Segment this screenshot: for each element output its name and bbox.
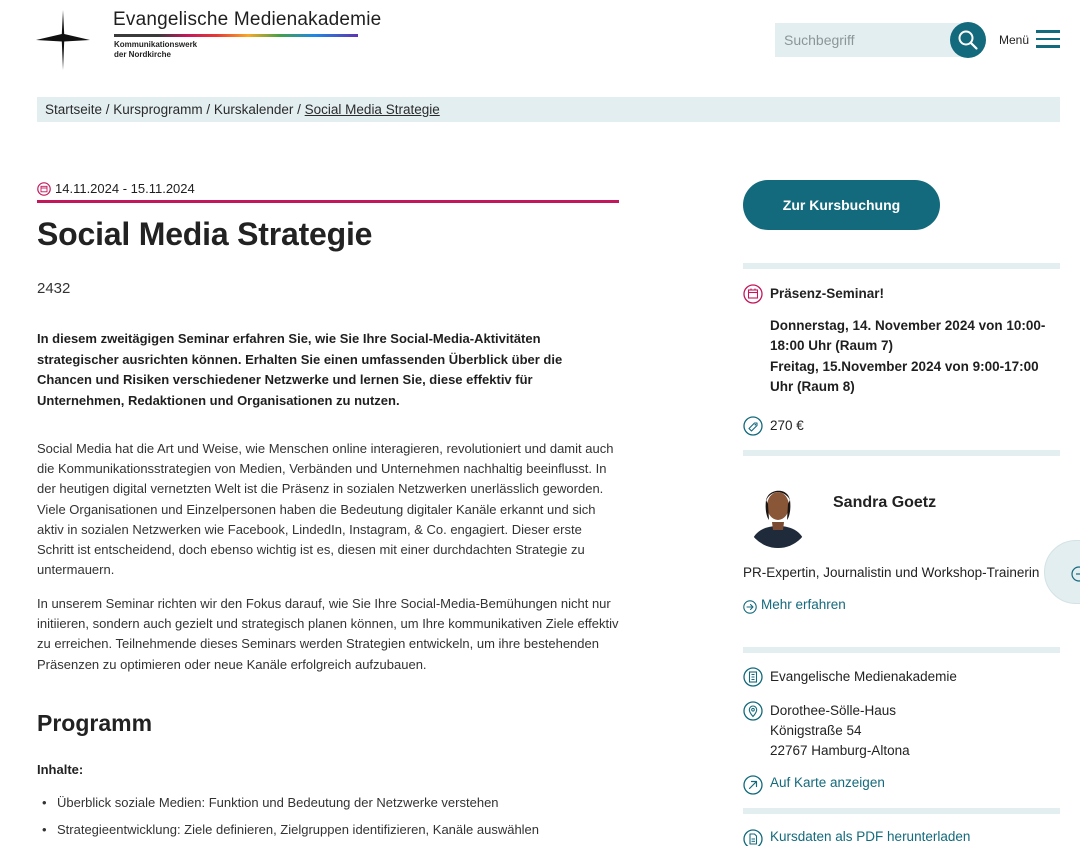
course-paragraph-1: Social Media hat die Art und Weise, wie Menschen online interagieren, revolutioniert und damit auch die Kommunikationsstrategien von Medien, Verbänden und Unternehmen nachhaltig beeinflusst. In der heutigen digital vernetzten Welt ist die Präsenz in sozialen Netzwerken unerlässlich geworden. Viele Organisationen und Einzelpersonen haben die Bedeutung digitaler Kanäle erkannt und sich aktiv in sozialen Netzwerken wie Facebook, LindedIn, Instagram, & Co. engagiert. Dieser erste Schritt ist entscheidend, doch ebenso wichtig ist es, diesen mit einer durchdachten Strategie zu untermauern.: [37, 441, 614, 578]
more-info-link[interactable]: Mehr erfahren: [761, 597, 846, 612]
course-format: Präsenz-Seminar!: [770, 286, 885, 301]
course-date-text: 14.11.2024 - 15.11.2024: [55, 181, 195, 196]
pdf-download-link[interactable]: Kursdaten als PDF herunterladen: [770, 829, 971, 844]
breadcrumb-separator: /: [293, 102, 305, 117]
location-pin-icon: [743, 701, 763, 721]
breadcrumb: [37, 97, 1060, 122]
course-schedule: [770, 316, 1055, 397]
program-heading: Programm: [37, 710, 153, 736]
sidebar-divider: [743, 647, 1060, 653]
breadcrumb-separator: /: [102, 102, 114, 117]
venue-street: Königstraße 54: [770, 723, 862, 738]
logo-subtitle-line2: der Nordkirche: [114, 50, 171, 59]
contents-list: [42, 793, 539, 846]
pdf-link-row[interactable]: [743, 829, 970, 846]
breadcrumb-current[interactable]: Social Media Strategie: [304, 102, 440, 117]
calendar-icon: [743, 284, 763, 304]
floating-side-widget[interactable]: [1044, 540, 1080, 604]
search-icon: [957, 29, 979, 51]
arrow-right-circle-icon: [1071, 566, 1080, 582]
address-row: [743, 701, 910, 761]
arrow-up-right-icon: [743, 775, 763, 795]
format-row: [743, 284, 884, 304]
venue-address: [770, 701, 910, 761]
course-date: [37, 181, 195, 196]
trainer-name: Sandra Goetz: [833, 494, 937, 511]
show-map-link[interactable]: Auf Karte anzeigen: [770, 775, 885, 790]
calendar-icon: [37, 182, 51, 196]
venue-city: 22767 Hamburg-Altona: [770, 743, 910, 758]
venue-row: [743, 667, 957, 687]
venue-name: Evangelische Medienakademie: [770, 669, 957, 684]
search-box: [775, 23, 975, 57]
breadcrumb-separator: /: [202, 102, 214, 117]
trainer-avatar: [746, 476, 810, 548]
list-item: • Überblick soziale Medien: Funktion und Bedeutung der Netzwerke verstehen: [42, 793, 539, 820]
title-divider: [37, 200, 619, 203]
schedule-day-2: Freitag, 15.November 2024 von 9:00-17:00 Uhr (Raum 8): [770, 358, 1039, 394]
sidebar-divider: [743, 263, 1060, 269]
search-button[interactable]: [950, 22, 986, 58]
price-row: [743, 416, 804, 436]
document-download-icon: [743, 829, 763, 846]
breadcrumb-kursprogramm[interactable]: Kursprogramm: [113, 102, 203, 117]
sidebar-divider: [743, 808, 1060, 814]
hamburger-icon[interactable]: [1036, 30, 1060, 48]
logo-subtitle: [114, 40, 197, 60]
sidebar-divider: [743, 450, 1060, 456]
more-link-row[interactable]: [743, 597, 846, 614]
search-input[interactable]: [775, 23, 950, 57]
list-item: • Strategieentwicklung: Ziele definieren, Zielgruppen identifizieren, Kanäle auswählen: [42, 820, 539, 846]
logo-color-line: [114, 34, 358, 37]
venue-building: Dorothee-Sölle-Haus: [770, 703, 897, 718]
price-tag-icon: [743, 416, 763, 436]
trainer-role: PR-Expertin, Journalistin und Workshop-Trainerin: [743, 565, 1040, 580]
cross-logo-icon[interactable]: [36, 10, 90, 70]
schedule-day-1: Donnerstag, 14. November 2024 von 10:00-18:00 Uhr (Raum 7): [770, 318, 1046, 354]
logo-title[interactable]: Evangelische Medienakademie: [113, 9, 382, 30]
course-price: 270 €: [770, 418, 804, 433]
breadcrumb-kurskalender[interactable]: Kurskalender: [213, 102, 294, 117]
arrow-right-circle-icon: [743, 600, 757, 614]
building-icon: [743, 667, 763, 687]
contents-label: Inhalte:: [37, 762, 84, 777]
map-link-row[interactable]: [743, 775, 885, 795]
logo-subtitle-line1: Kommunikationswerk: [114, 40, 198, 49]
course-number: 2432: [37, 280, 71, 297]
site-header: [0, 0, 1080, 90]
course-paragraph-2: In unserem Seminar richten wir den Fokus darauf, wie Sie Ihre Social-Media-Bemühungen nicht nur initiieren, sondern auch gezielt und strategisch planen können, um Ihre kommunikativen Ziele effektiv zu erreichen. Teilnehmende dieses Seminars werden Strategien entwickeln, um ihre bestehenden Präsenzen zu optimieren oder neue Kanäle erfolgreich aufzubauen.: [37, 596, 619, 672]
menu-label[interactable]: Menü: [999, 33, 1030, 47]
breadcrumb-home[interactable]: Startseite: [45, 102, 103, 117]
page-title: Social Media Strategie: [37, 216, 373, 252]
course-lead: In diesem zweitägigen Seminar erfahren Sie, wie Sie Ihre Social-Media-Aktivitäten strategischer ausrichten können. Erhalten Sie einen umfassenden Überblick über die Chancen und Risiken verschiedener Netzwerke und lernen Sie, diese effektiv für Unternehmen, Redaktionen und Organisationen zu nutzen.: [37, 331, 563, 408]
booking-button[interactable]: Zur Kursbuchung: [743, 180, 940, 230]
